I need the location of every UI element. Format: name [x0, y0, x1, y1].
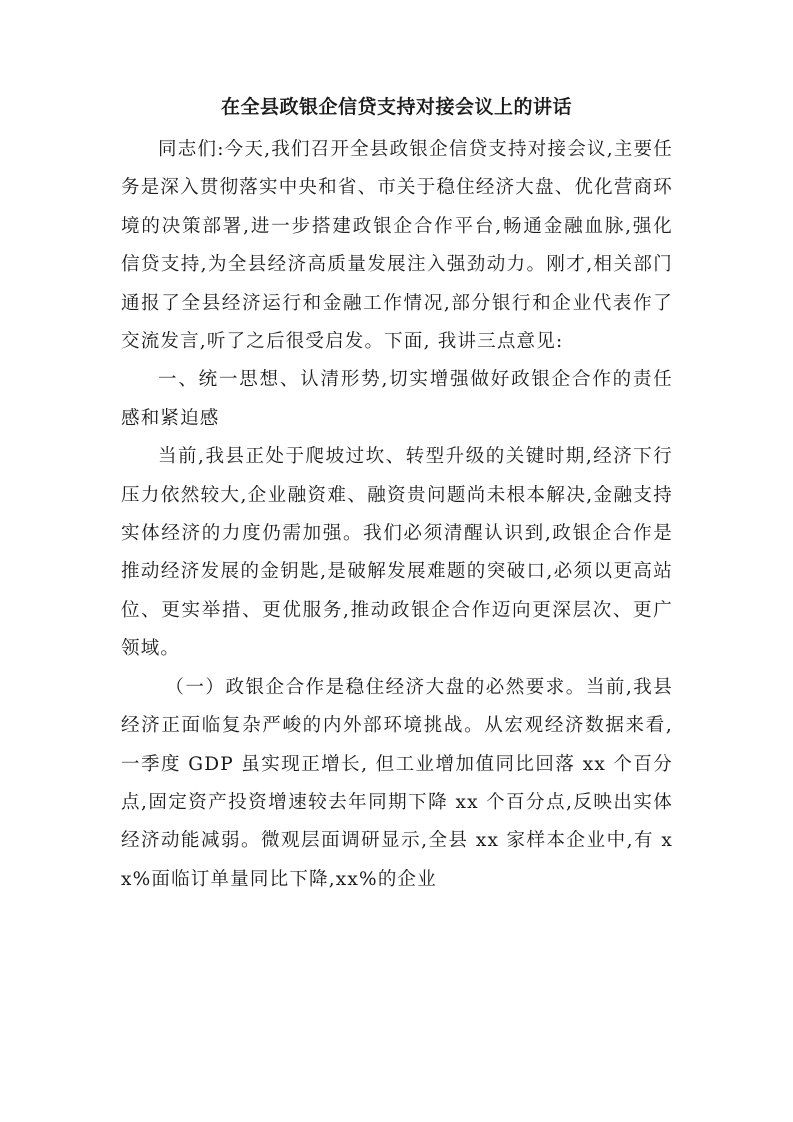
document-title: 在全县政银企信贷支持对接会议上的讲话 — [220, 96, 572, 118]
body-paragraph: 当前,我县正处于爬坡过坎、转型升级的关键时期,经济下行压力依然较大,企业融资难、融资贵问题尚未根本解决,金融支持实体经济的力度仍需加强。我们必须清醒认识到,政银企合作是推动经济发展的金钥匙,是破解发展难题的突破口,必须以更高站位、更实举措、更优服务,推动政银企合作迈向更深层次、更广领域。 — [121, 446, 673, 660]
opening-paragraph: 同志们:今天,我们召开全县政银企信贷支持对接会议,主要任务是深入贯彻落实中央和省、市关于稳住经济大盘、优化营商环境的决策部署,进一步搭建政银企合作平台,畅通金融血脉,强化信贷支持,为全县经济高质量发展注入强劲动力。刚才,相关部门通报了全县经济运行和金融工作情况,部分银行和企业代表作了交流发言,听了之后很受启发。下面, 我讲三点意见: — [121, 139, 673, 353]
subsection-paragraph-1: （一）政银企合作是稳住经济大盘的必然要求。当前,我县经济正面临复杂严峻的内外部环境挑战。从宏观经济数据来看, 一季度 GDP 虽实现正增长, 但工业增加值同比回落 xx 个百分点,固定资产投资增速较去年同期下降 xx 个百分点,反映出实体经济动能减弱。微观层面调研显示,全县 xx 家样本企业中,有 xx%面临订单量同比下降,xx%的企业 — [121, 676, 673, 890]
section-heading-1: 一、统一思想、认清形势,切实增强做好政银企合作的责任感和紧迫感 — [121, 369, 673, 429]
document-body — [121, 131, 673, 899]
